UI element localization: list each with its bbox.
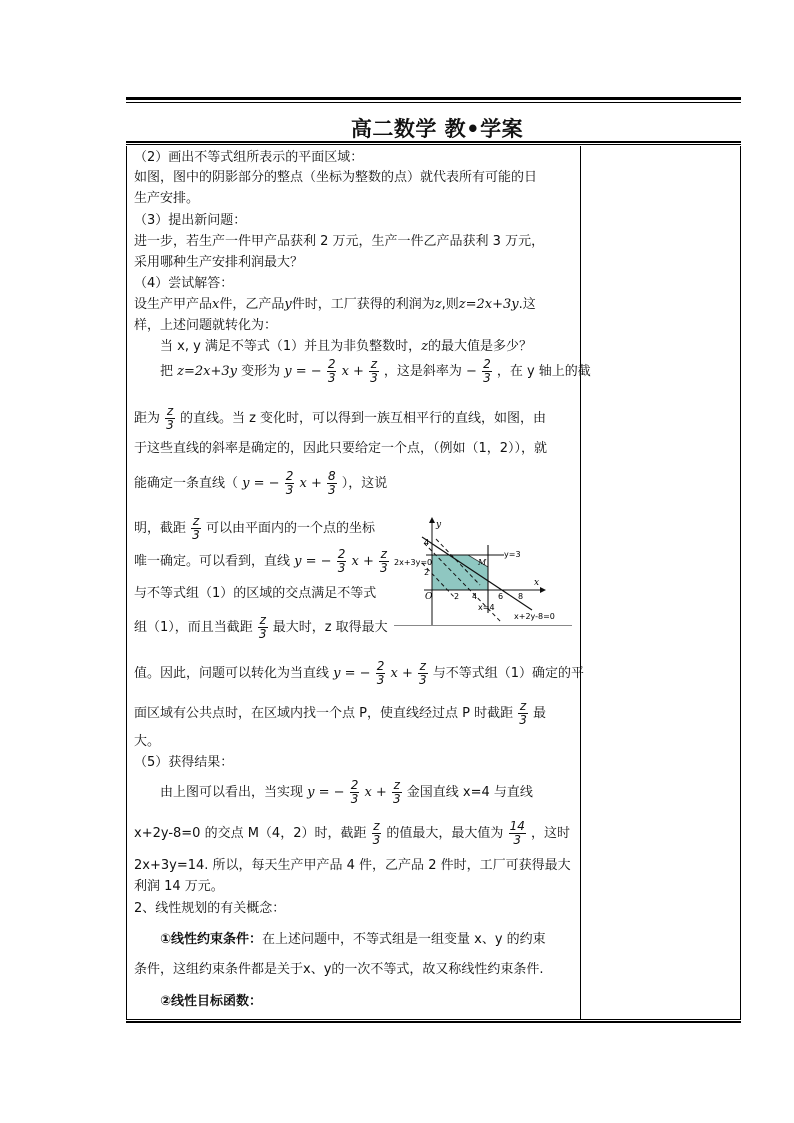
text-line: （5）获得结果： xyxy=(134,755,234,770)
fraction-two-thirds: $\frac{2}{3}$ xyxy=(285,469,294,497)
text-line: 组（1），而且当截距 $\frac{z}{3}$ 最大时，z 取得最大 xyxy=(134,613,388,641)
label-x2y8: x+2y-8=0 xyxy=(514,612,555,621)
text-line: 与不等式组（1）的区域的交点满足不等式 xyxy=(134,586,377,601)
text-line: 由上图可以看出，当实现 y = − $\frac{2}{3}$ x + $\frac{z}{3}$ 金国直线 x=4 与直线 xyxy=(160,778,533,806)
origin-label: O xyxy=(425,592,433,602)
header-rule-top xyxy=(126,97,741,100)
text-line: 于这些直线的斜率是确定的，因此只要给定一个点，（例如（1，2）），就 xyxy=(134,441,548,456)
text-line: 面区域有公共点时，在区域内找一个点 P，使直线经过点 P 时截距 $\frac{z}{3}$ 最 xyxy=(134,699,547,727)
label-x4: x=4 xyxy=(478,603,495,612)
label-2x3y: 2x+3y=0 xyxy=(394,558,433,567)
fraction-two-thirds: $\frac{2}{3}$ xyxy=(350,778,359,806)
text-line: 唯一确定。可以看到，直线 y = − $\frac{2}{3}$ x + $\frac{z}{3}$ xyxy=(134,547,388,575)
label-point-m: M xyxy=(478,558,487,567)
page-title: 高二数学 教•学案 xyxy=(350,117,524,141)
fraction-z-thirds: $\frac{z}{3}$ xyxy=(258,613,267,641)
text-line: ②线性目标函数： xyxy=(160,994,263,1009)
table-top-rule xyxy=(126,144,741,145)
table-top-rule-thick xyxy=(126,141,741,143)
table-bottom-rule xyxy=(126,1019,741,1020)
table-column-divider xyxy=(580,146,581,1019)
feasible-region-figure xyxy=(392,515,572,630)
fraction-z-thirds: $\frac{z}{3}$ xyxy=(519,699,527,727)
fraction-two-thirds: $\frac{2}{3}$ xyxy=(337,547,346,575)
x-tick-6: 6 xyxy=(498,592,504,601)
header-rule-bottom xyxy=(126,102,741,103)
text-line: 明，截距 $\frac{z}{3}$ 可以由平面内的一个点的坐标 xyxy=(134,514,375,542)
x-tick-4: 4 xyxy=(472,592,478,601)
fraction-z-thirds: $\frac{z}{3}$ xyxy=(192,514,200,542)
y-axis-label: y xyxy=(436,520,442,530)
x-tick-8: 8 xyxy=(518,592,524,601)
figure-baseline xyxy=(394,625,572,626)
fraction-z-thirds: $\frac{z}{3}$ xyxy=(372,819,381,847)
text-line: x+2y-8=0 的交点 M（4，2）时，截距 $\frac{z}{3}$ 的值最大，最大值为 $\frac{14}{3}$ ，这时 xyxy=(134,819,570,847)
x-tick-2: 2 xyxy=(454,592,460,601)
text-line: 如图，图中的阴影部分的整点（坐标为整数的点）就代表所有可能的日 xyxy=(134,170,538,185)
text-line: 能确定一条直线（ y = − $\frac{2}{3}$ x + $\frac{8}{3}$ ），这说 xyxy=(134,469,388,497)
y-tick-4: 4 xyxy=(424,538,430,547)
x-axis-label: x xyxy=(534,578,540,588)
x-axis-arrow xyxy=(540,587,546,593)
text-line: 2、线性规划的有关概念： xyxy=(134,901,286,916)
fraction-two-thirds: $\frac{2}{3}$ xyxy=(327,357,336,385)
text-line: 当 x, y 满足不等式（1）并且为非负整数时，z的最大值是多少？ xyxy=(160,339,533,354)
fraction-two-thirds: $\frac{2}{3}$ xyxy=(376,659,385,687)
fraction-z-thirds: $\frac{z}{3}$ xyxy=(166,404,174,432)
text-line: （3）提出新问题： xyxy=(134,213,247,228)
text-line: 设生产甲产品x件，乙产品y件时，工厂获得的利润为z,则z=2x+3y.这 xyxy=(134,297,536,312)
text-line: 样，上述问题就转化为： xyxy=(134,318,278,333)
text-line: （4）尝试解答： xyxy=(134,276,234,291)
fraction-two-thirds: $\frac{2}{3}$ xyxy=(483,357,491,385)
table-right-border xyxy=(740,146,741,1019)
text-line: 值。因此，问题可以转化为当直线 y = − $\frac{2}{3}$ x + $\frac{z}{3}$ 与不等式组（1）确定的平 xyxy=(134,659,585,687)
y-tick-2: 2 xyxy=(424,568,430,577)
y-axis-arrow xyxy=(429,517,435,523)
text-line: 条件，这组约束条件都是关于x、y的一次不等式，故又称线性约束条件. xyxy=(134,962,544,977)
text-line: ①线性约束条件：在上述问题中，不等式组是一组变量 x、y 的约束 xyxy=(160,932,546,947)
text-line: （2）画出不等式组所表示的平面区域： xyxy=(134,150,364,165)
text-line: 大。 xyxy=(134,734,161,749)
fraction-z-thirds: $\frac{z}{3}$ xyxy=(379,547,388,575)
text-line: 利润 14 万元。 xyxy=(134,879,224,894)
fraction-z-thirds: $\frac{z}{3}$ xyxy=(392,778,401,806)
fraction-z-thirds: $\frac{z}{3}$ xyxy=(418,659,427,687)
text-line: 把 z=2x+3y 变形为 y = − $\frac{2}{3}$ x + $\frac{z}{3}$ ，这是斜率为 − $\frac{2}{3}$ ，在 y 轴上的截 xyxy=(160,357,591,385)
fraction-eight-thirds: $\frac{8}{3}$ xyxy=(327,469,336,497)
table-bottom-rule-thick xyxy=(126,1021,741,1023)
label-y3: y=3 xyxy=(504,550,521,559)
text-line: 距为 $\frac{z}{3}$ 的直线。当 z 变化时，可以得到一族互相平行的直线，如图，由 xyxy=(134,404,547,432)
fraction-fourteen-thirds: $\frac{14}{3}$ xyxy=(509,819,525,847)
table-left-border xyxy=(126,146,127,1019)
text-line: 进一步，若生产一件甲产品获利 2 万元，生产一件乙产品获利 3 万元， xyxy=(134,234,545,249)
text-line: 采用哪种生产安排利润最大？ xyxy=(134,255,304,270)
text-line: 2x+3y=14. 所以，每天生产甲产品 4 件，乙产品 2 件时，工厂可获得最大 xyxy=(134,858,571,873)
text-line: 生产安排。 xyxy=(134,191,200,206)
fraction-z-thirds: $\frac{z}{3}$ xyxy=(370,357,378,385)
